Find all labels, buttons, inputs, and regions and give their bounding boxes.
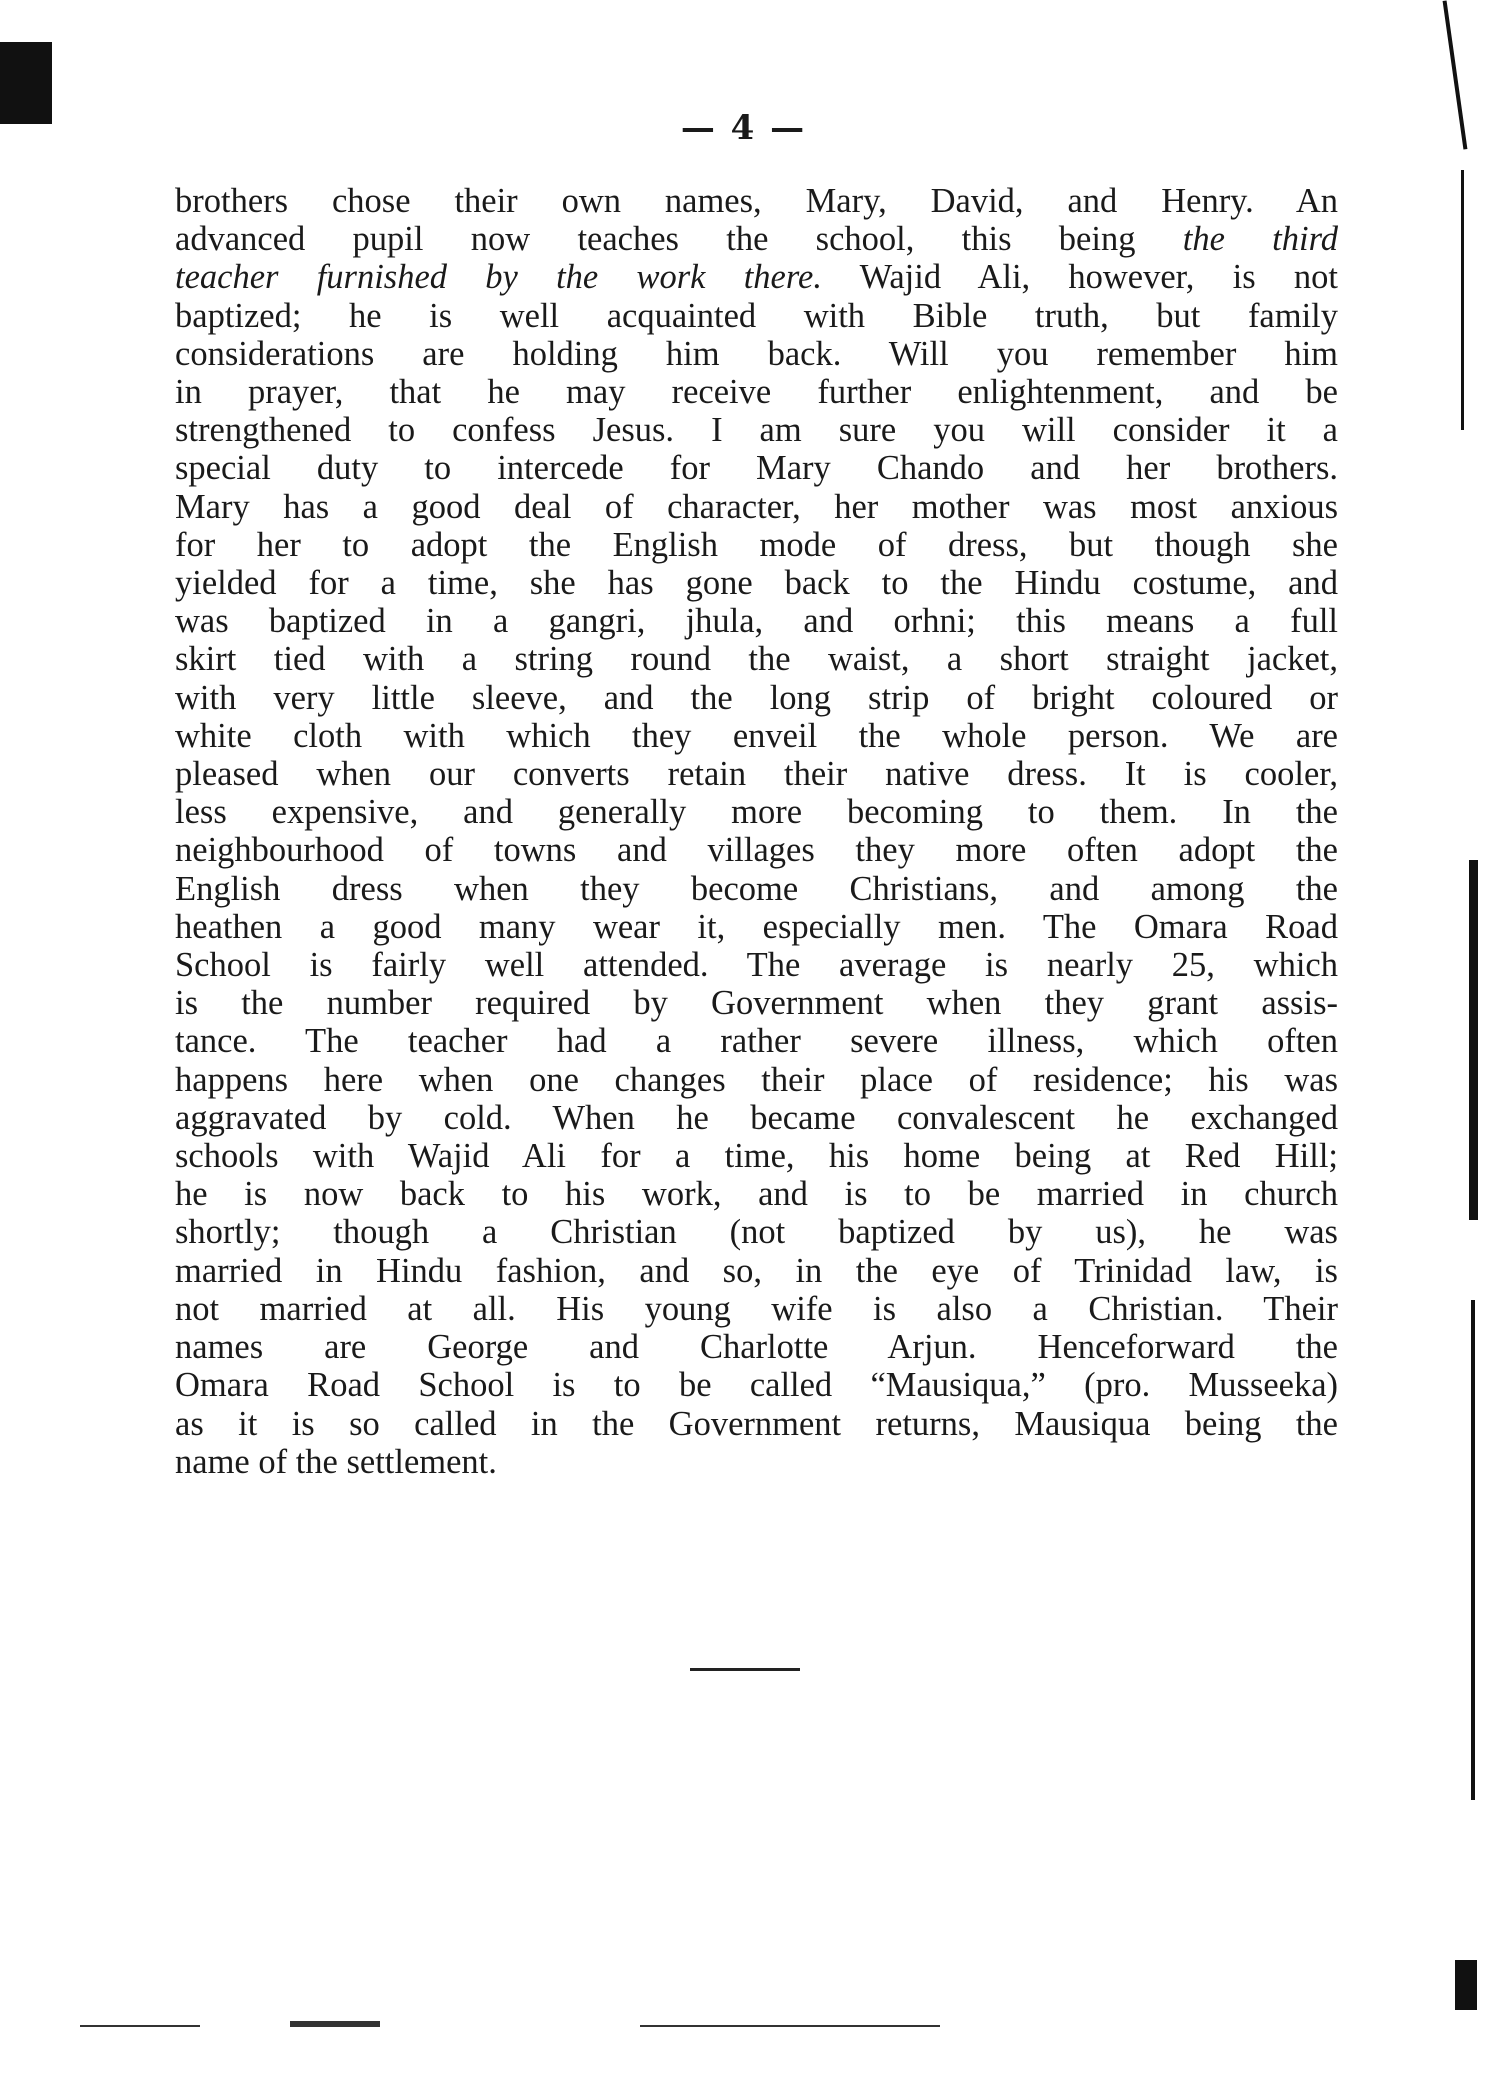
text-line: brothers chose their own names, Mary, David, and Henry. An — [175, 182, 1338, 220]
text-line: English dress when they become Christians, and among the — [175, 869, 1338, 908]
text-line: strengthened to confess Jesus. I am sure you will consider it a — [175, 411, 1338, 450]
text-line: as it is so called in the Government returns, Mausiqua being the — [175, 1404, 1338, 1443]
text-line: names are George and Charlotte Arjun. Henceforward the — [175, 1328, 1338, 1367]
text-line: married in Hindu fashion, and so, in the eye of Trinidad law, is — [175, 1251, 1338, 1290]
end-rule — [690, 1668, 800, 1671]
text-line: happens here when one changes their place of residence; his was — [175, 1060, 1338, 1099]
text-line: schools with Wajid Ali for a time, his home being at Red Hill; — [175, 1137, 1338, 1176]
text-line: is the number required by Government when they grant assis- — [175, 984, 1338, 1023]
text-line: in prayer, that he may receive further enlightenment, and be — [175, 373, 1338, 412]
text-line: for her to adopt the English mode of dress, but though she — [175, 525, 1338, 564]
text-line: with very little sleeve, and the long strip of bright coloured or — [175, 678, 1338, 717]
text-line: name of the settlement. — [175, 1442, 497, 1481]
scan-artifact-bottom — [80, 2011, 1080, 2041]
text-line: neighbourhood of towns and villages they more often adopt the — [175, 831, 1338, 870]
text-line: teacher furnished by the work there. Wajid Ali, however, is not — [175, 258, 1338, 297]
body-text — [175, 182, 1338, 1481]
text-line: he is now back to his work, and is to be married in church — [175, 1175, 1338, 1214]
text-line: heathen a good many wear it, especially men. The Omara Road — [175, 907, 1338, 946]
page-number: — 4 — — [680, 108, 807, 148]
text-line: pleased when our converts retain their native dress. It is cooler, — [175, 755, 1338, 794]
text-line: was baptized in a gangri, jhula, and orhni; this means a full — [175, 602, 1338, 641]
text-line: skirt tied with a string round the waist, a short straight jacket, — [175, 640, 1338, 679]
text-line: tance. The teacher had a rather severe illness, which often — [175, 1022, 1338, 1061]
text-line: considerations are holding him back. Will you remember him — [175, 334, 1338, 373]
text-line: shortly; though a Christian (not baptized by us), he was — [175, 1213, 1338, 1252]
text-line: special duty to intercede for Mary Chando and her brothers. — [175, 449, 1338, 488]
text-line: baptized; he is well acquainted with Bible truth, but family — [175, 296, 1338, 335]
text-line: School is fairly well attended. The average is nearly 25, which — [175, 946, 1338, 985]
text-line: not married at all. His young wife is also a Christian. Their — [175, 1289, 1338, 1328]
text-line: yielded for a time, she has gone back to the Hindu costume, and — [175, 564, 1338, 603]
text-line: advanced pupil now teaches the school, this being the third — [175, 220, 1338, 259]
text-line: Mary has a good deal of character, her mother was most anxious — [175, 487, 1338, 526]
scan-artifact-edge — [1447, 0, 1487, 2081]
text-line: less expensive, and generally more becoming to them. In the — [175, 793, 1338, 832]
text-line: Omara Road School is to be called “Mausiqua,” (pro. Musseeka) — [175, 1366, 1338, 1405]
text-line: white cloth with which they enveil the whole person. We are — [175, 716, 1338, 755]
text-line: aggravated by cold. When he became convalescent he exchanged — [175, 1098, 1338, 1137]
